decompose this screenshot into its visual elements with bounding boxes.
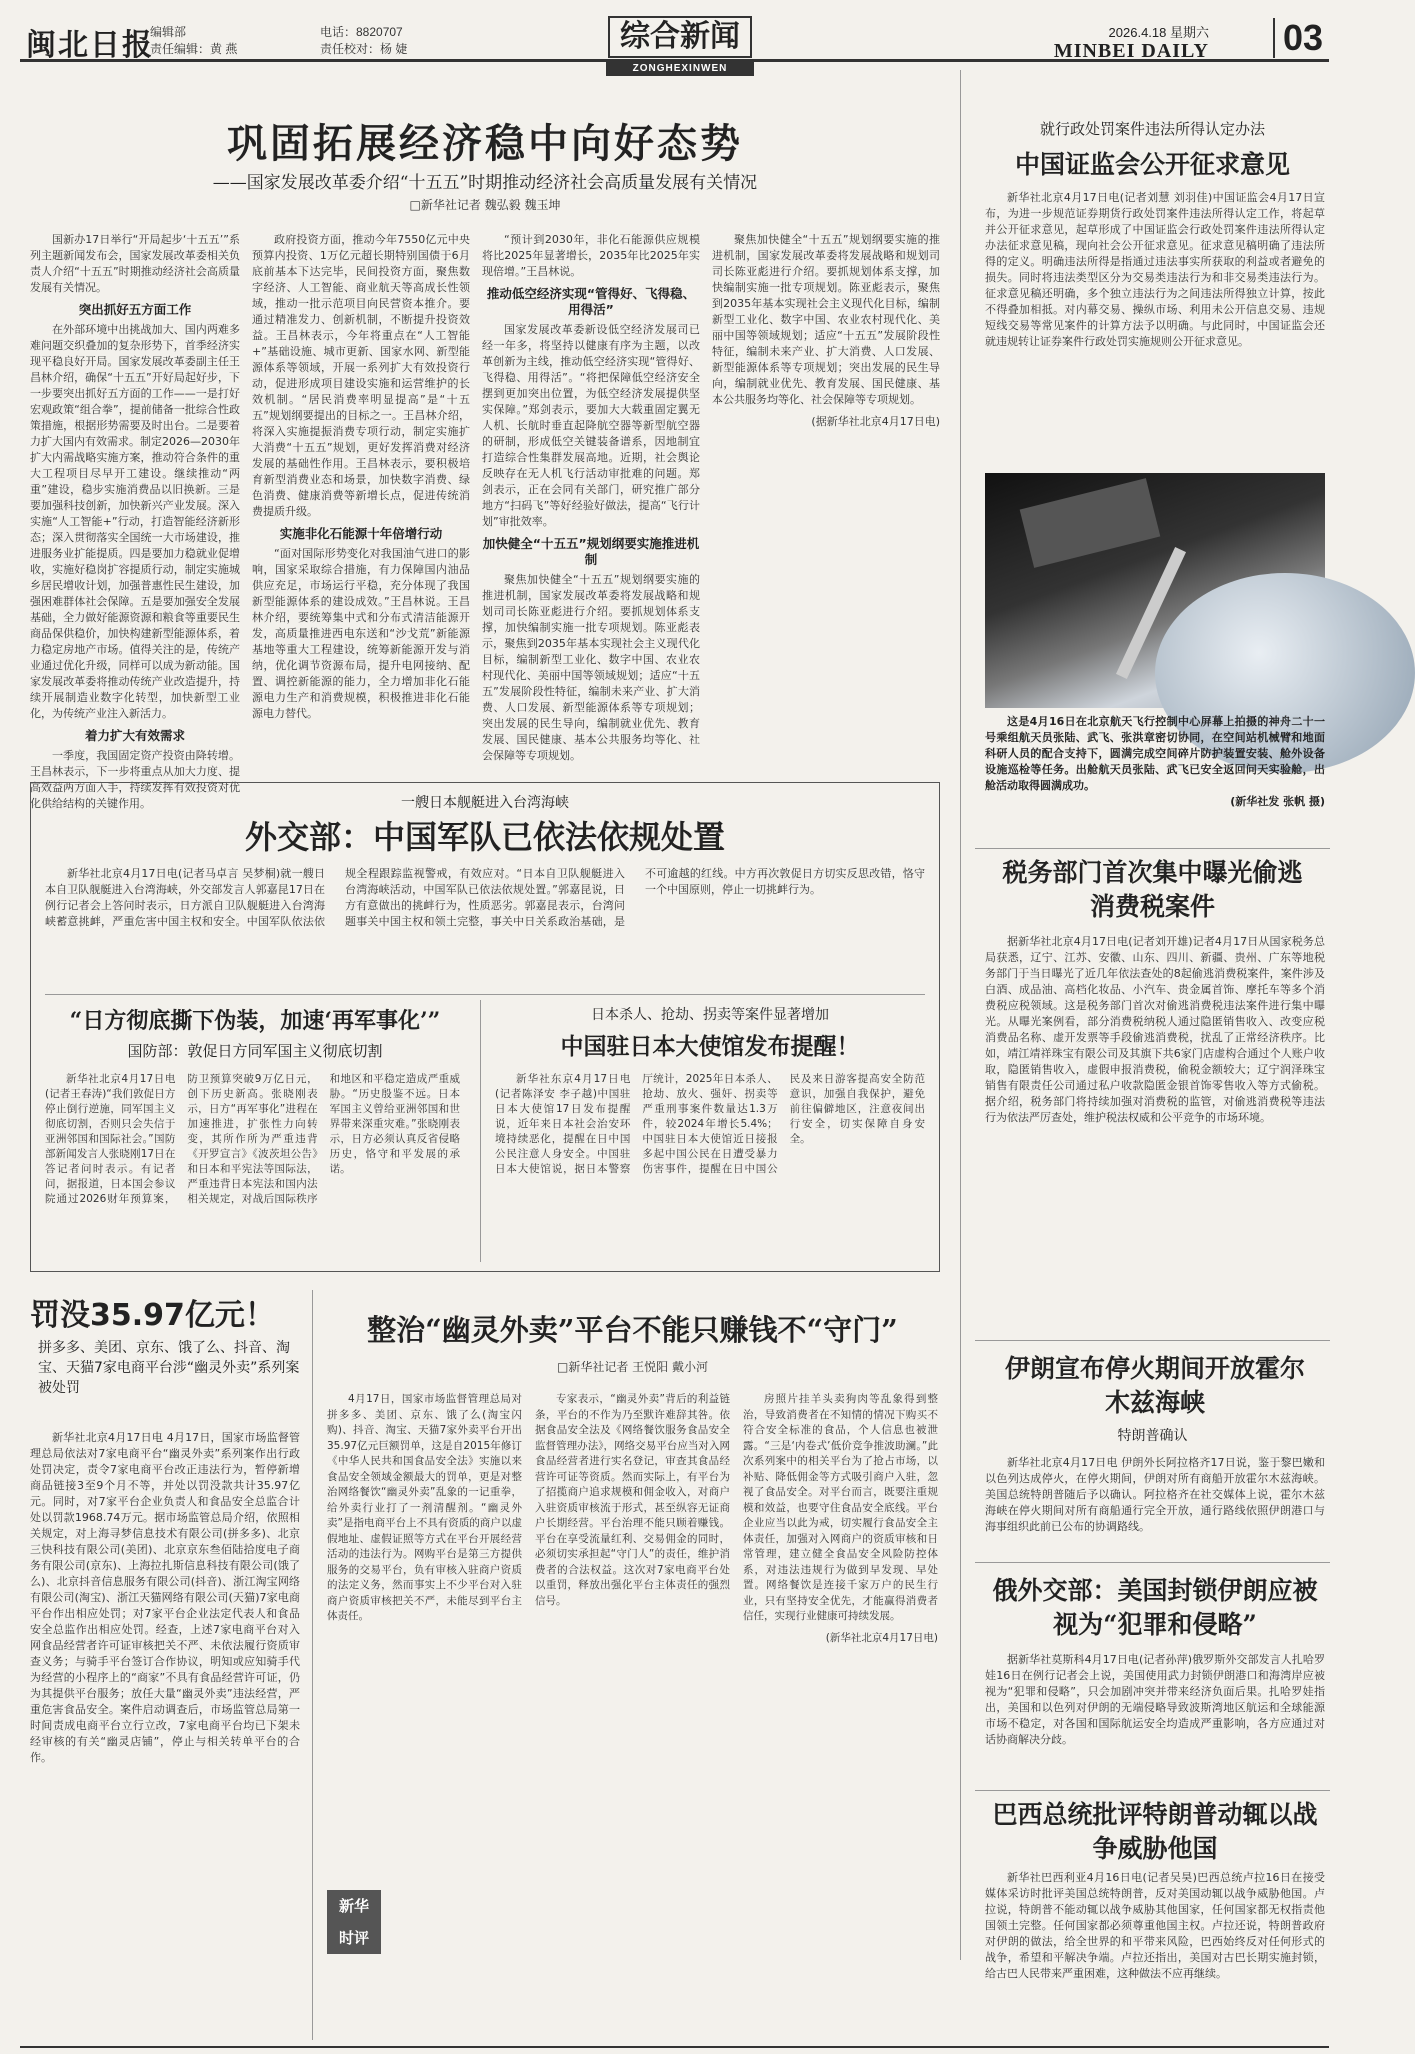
masthead bbox=[20, 17, 1329, 74]
brand-name: MINBEI DAILY bbox=[1053, 40, 1209, 62]
ghost-column-3 bbox=[743, 1392, 938, 2032]
ghost-author: □新华社记者 王悦阳 戴小河 bbox=[557, 1360, 708, 1374]
brazil-text: 新华社巴西利亚4月16日电(记者吴昊)巴西总统卢拉16日在接受媒体采访时批评美国总统特朗普，反对美国动辄以战争威胁他国。卢拉说，特朗普不能动辄以战争威胁其他国家，任何国家都无权指责他国领土完整。任何国家都必须尊重他国主权。卢拉还说，特朗普政府对伊朗的做法，给全世界的和平带来风险，巴西始终反对任何形式的战争，希望和平解决争端。卢拉还指出，美国对古巴长期实施封锁，给古巴人民带来严重困难，这种做法不应再继续。 bbox=[985, 1871, 1325, 1980]
column-divider bbox=[960, 70, 961, 1960]
column-divider bbox=[312, 1290, 313, 2040]
commentary-tag-line2: 时评 bbox=[338, 1929, 369, 1947]
ghost-column-2 bbox=[535, 1392, 730, 2032]
lead-subhead-2: 着力扩大有效需求 bbox=[84, 728, 185, 743]
section-title: 综合新闻 bbox=[608, 16, 752, 58]
csrc-title: 中国证监会公开征求意见 bbox=[1014, 150, 1290, 179]
lead-column-1 bbox=[30, 232, 240, 810]
phone-info bbox=[320, 24, 407, 58]
divider bbox=[975, 1790, 1330, 1791]
lead-column-2 bbox=[252, 232, 470, 762]
lead-para-7: 聚焦加快健全“十五五”规划纲要实施的推进机制，国家发展改革委将发展战略和规划司司长陈亚彪进行介绍。要抓规划体系支撑，加快编制实施一批专项规划。陈亚彪表示，聚焦到2035年基本实现社会主义现代化目标，编制新型工业化、数字中国、农业农村现代化、美丽中国等领域规划；适应“十五五”发展阶段性特征，编制未来产业、扩大消费、人口发展、新型能源体系等专项规划；突出发展的民生导向，编制就业优先、教育发展、国民健康、基本公共服务均等化、社会保障等专项规划。 bbox=[482, 573, 700, 762]
brazil-title: 巴西总统批评特朗普动辄以战争威胁他国 bbox=[992, 1800, 1318, 1863]
editor-name: 责任编辑：黄 燕 bbox=[150, 42, 238, 56]
lead-para-3: 政府投资方面，推动今年7550亿元中央预算内投资、1万亿元超长期特别国债于6月底前基本下达完毕，民间投资方面，聚焦数字经济、人工智能、商业航天等高成长性领域，推动一批示范项目向民营资本推介。要通过精准发力、创新机制，不断提升投资效益。王昌林表示，今年将重点在“人工智能+”基础设施、城市更新、国家水网、新型能源体系等领域，开展一系列扩大有效投资行动，促进形成项目建设实施和运营维护的长效机制。“居民消费率明显提高”是“十五五”规划纲要提出的目标之一。王昌林介绍，将深入实施提振消费专项行动，制定实施扩大消费“十五五”规划，更好发挥消费对经济发展的基础性作用。王昌林表示，要积极培育新型消费业态和场景，加快数字消费、绿色消费、健康消费等新增长点，促进传统消费提质升级。 bbox=[252, 233, 470, 518]
embassy-kicker: 日本杀人、抢劫、拐卖等案件显著增加 bbox=[591, 1007, 829, 1023]
photo-caption-text: 这是4月16日在北京航天飞行控制中心屏幕上拍摄的神舟二十一号乘组航天员张陆、武飞、张洪章密切协同，在空间站机械臂和地面科研人员的配合支持下，圆满完成空间碎片防护装置安装、舱外设备设施巡检等任务。出舱航天员张陆、武飞已安全返回问天实验舱，出舱活动取得圆满成功。 bbox=[985, 715, 1325, 792]
embassy-text: 新华社东京4月17日电(记者陈泽安 李子越)中国驻日本大使馆17日发布提醒说，近年来日本社会治安环境持续恶化，提醒在日中国公民注意人身安全。中国驻日本大使馆说，据日本警察厅统计，2025年日本杀人、抢劫、放火、强奸、拐卖等严重刑事案件数量达1.3万件，较2024年增长5.4%；中国驻日本大使馆近日接报多起中国公民在日遭受暴力伤害事件，提醒在日中国公民及来日游客提高安全防范意识，加强自我保护，避免前往偏僻地区，注意夜间出行安全，切实保障自身安全。 bbox=[495, 1073, 925, 1175]
editor-department: 编辑部 bbox=[150, 25, 187, 39]
lead-subhead-5: 加快健全“十五五”规划纲要实施推进机制 bbox=[482, 536, 700, 567]
photo-credit: (新华社发 张帆 摄) bbox=[1230, 795, 1325, 808]
ghost-credit: (新华社北京4月17日电) bbox=[825, 1631, 938, 1644]
lead-para-2: 一季度，我国固定资产投资由降转增。王昌林表示，下一步将重点从加大力度、提高效益两方面入手，持续发挥有效投资对优化供给结构的关键作用。 bbox=[30, 749, 240, 810]
lead-subhead-4: 推动低空经济实现“管得好、飞得稳、用得活” bbox=[486, 286, 696, 317]
lead-para-4: “面对国际形势变化对我国油气进口的影响，国家采取综合措施，有力保障国内油品供应充足，市场运行平稳，充分体现了我国新型能源体系的建设成效。”王昌林说。王昌林介绍，要统筹集中式和分布式清洁能源开发，高质量推进西电东送和“沙戈荒”新能源基地等重大工程建设，统筹新能源开发与消纳，优化调节资源布局，提升电网接纳、配置、调控新能源的能力，全力增加非化石能源电力生产和消费规模，积极推进非化石能源电力替代。 bbox=[252, 547, 470, 720]
ghost-text-2: 专家表示，“幽灵外卖”背后的利益链条，平台的不作为乃至默许难辞其咎。依据食品安全法及《网络餐饮服务食品安全监督管理办法》，网络交易平台应当对入网食品经营者进行实名登记，审查其食品经营许可证等资质。然而实际上，有平台为了招揽商户追求规模和佣金收入，对商户入驻资质审核流于形式，甚至纵容无证商户长期经营。平台治理不能只顾着赚钱。平台在享受流量红利、交易佣金的同时，必须切实承担起“守门人”的责任，维护消费者的合法权益。这次对7家电商平台处以重罚，释放出强化平台主体责任的强烈信号。 bbox=[535, 1393, 730, 1607]
mfa-body bbox=[45, 866, 925, 984]
ghost-title: 整治“幽灵外卖”平台不能只赚钱不“守门” bbox=[367, 1313, 898, 1347]
tax-text: 据新华社北京4月17日电(记者刘开雄)记者4月17日从国家税务总局获悉，辽宁、江苏、安徽、山东、四川、新疆、贵州、广东等地税务部门于当日曝光了近几年依法查处的8起偷逃消费税案件，案件涉及白酒、成品油、高档化妆品、小汽车、贵金属首饰、摩托车等多个消费税应税领域。这是税务部门首次对偷逃消费税违法案件进行集中曝光。从曝光案例看，部分消费税纳税人通过隐匿销售收入、改变应税消费品名称、虚开发票等手段偷逃消费税，扰乱了正常经济秩序。比如，靖江靖祥珠宝有限公司及其旗下共6家门店虚构合通过个人账户收取，隐匿销售收入，虚假申报消费税，偷税金额较大；辽宁润泽珠宝销售有限责任公司通过私户收款隐匿金银首饰零售收入等方式偷税。据介绍，税务部门将持续加强对消费税的监管，对偷逃消费税等违法行为依法严厉查处，维护税法权威和公平竞争的市场环境。 bbox=[985, 935, 1325, 1124]
embassy-body bbox=[495, 1072, 925, 1262]
csrc-body bbox=[985, 190, 1325, 460]
mfa-title: 外交部：中国军队已依法依规处置 bbox=[244, 818, 725, 856]
fine-title: 罚没35.97亿元！ bbox=[30, 1298, 275, 1333]
newspaper-logo: 闽北日报 bbox=[26, 28, 154, 63]
fine-subtitle: 拼多多、美团、京东、饿了么、抖音、淘宝、天猫7家电商平台涉“幽灵外卖”系列案被处罚 bbox=[38, 1340, 300, 1396]
divider bbox=[975, 1340, 1330, 1341]
ghost-column-1 bbox=[327, 1392, 522, 1882]
iran-subtitle: 特朗普确认 bbox=[1117, 1428, 1188, 1444]
editor-info bbox=[150, 24, 237, 58]
fine-text: 新华社北京4月17日电 4月17日，国家市场监督管理总局依法对7家电商平台“幽灵外卖”系列案作出行政处罚决定，责令7家电商平台改正违法行为，暂停新增商品链接3至9个月不等，并处以罚没款共计35.97亿元。同时，对7家平台企业负责人和食品安全总监合计处以罚款1968.74万元。据市场监管总局介绍，依照相关规定，对上海寻梦信息技术有限公司(拼多多)、北京三快科技有限公司(美团)、北京京东叁佰陆拾度电子商务有限公司(京东)、上海拉扎斯信息科技有限公司(饿了么)、北京抖音信息服务有限公司(抖音)、浙江淘宝网络有限公司(淘宝)、浙江天猫网络有限公司(天猫)7家电商平台作出相应处罚；对7家平台企业法定代表人和食品安全总监作出相应处罚。经查，上述7家电商平台对入网食品经营者许可证审核把关不严、未依法履行资质审查义务；与骑手平台签订合作协议，明知或应知骑手代为经营的小程序上的“商家”不具有食品经营许可证，仍为其提供平台服务；放任大量“幽灵外卖”违法经营，严重危害食品安全。案件启动调查后，市场监管总局第一时间责成电商平台立行立改，7家电商平台均已下架未经审核的有关“幽灵店铺”，停止与相关转单平台的合作。 bbox=[30, 1431, 300, 1764]
lead-title: 巩固拓展经济稳中向好态势 bbox=[227, 120, 743, 167]
csrc-text: 新华社北京4月17日电(记者刘慧 刘羽佳)中国证监会4月17日宣布，为进一步规范证券期货行政处罚案件违法所得认定工作，将起草并公开征求意见，起草形成了中国证监会行政处罚案件违法所得认定办法征求意见稿，现向社会公开征求意见。征求意见稿明确了违法所得的定义。明确违法所得是指通过违法事实所获取的利益或者避免的损失。同时将违法类型区分为交易类违法行为和非交易类违法行为。征求意见稿还明确，多个独立违法行为之间违法所得独立计算，按此不得叠加相抵。对内幕交易、操纵市场、利用未公开信息交易、违规短线交易等常见案件的计算方法予以明确。与此同时，中国证监会还就违规转让证券案件行政处罚实施规则公开征求意见。 bbox=[985, 191, 1325, 348]
page-number: 03 bbox=[1273, 18, 1323, 58]
mod-title: “日方彻底撕下伪装，加速‘再军事化’” bbox=[69, 1008, 441, 1034]
lead-para-6: 国家发展改革委新设低空经济发展司已经一年多，将坚持以健康有序为主题，以改革创新为主线，推动低空经济实现“管得好、飞得稳、用得活”。“将把保障低空经济安全摆到更加突出位置，为低空经济发展提供坚实保障。”郑剑表示，要加大大载重固定翼无人机、长航时垂直起降航空器等新型航空器的研制，形成低空关键装备谱系，因地制宜打造综合性集群发展高地。近期，社会舆论反映存在无人机飞行活动审批难的问题。郑剑表示，正在会同有关部门，研究推广部分地方“扫码飞”等好经验好做法，提高“飞行计划”审批效率。 bbox=[482, 323, 700, 528]
mod-subtitle: 国防部：敦促日方同军国主义彻底切割 bbox=[127, 1042, 383, 1060]
lead-para-5: “预计到2030年，非化石能源供应规模将比2025年显著增长，2035年比2025年实现倍增。”王昌林说。 bbox=[482, 233, 700, 278]
lead-subhead-3: 实施非化石能源十年倍增行动 bbox=[279, 526, 443, 541]
lead-subtitle: ——国家发展改革委介绍“十五五”时期推动经济社会高质量发展有关情况 bbox=[212, 173, 758, 193]
commentary-tag-line1: 新华 bbox=[338, 1897, 369, 1915]
lead-para-7b: 聚焦加快健全“十五五”规划纲要实施的推进机制，国家发展改革委将发展战略和规划司司长陈亚彪进行介绍。要抓规划体系支撑，加快编制实施一批专项规划。陈亚彪表示，聚焦到2035年基本实现社会主义现代化目标，编制新型工业化、数字中国、农业农村现代化、美丽中国等领域规划；适应“十五五”发展阶段性特征，编制未来产业、扩大消费、人口发展、新型能源体系等专项规划；突出发展的民生导向，编制就业优先、教育发展、国民健康、基本公共服务均等化、社会保障等专项规划。 bbox=[712, 233, 940, 406]
mfa-kicker: 一艘日本舰艇进入台湾海峡 bbox=[401, 795, 569, 811]
page-bottom-rule bbox=[20, 2046, 1329, 2048]
iran-title: 伊朗宣布停火期间开放霍尔木兹海峡 bbox=[1005, 1354, 1306, 1417]
brazil-body bbox=[985, 1870, 1325, 2040]
spacewalk-photo bbox=[985, 473, 1325, 708]
photo-caption bbox=[985, 714, 1325, 844]
lead-para-1: 在外部环境中出挑战加大、国内两难多难问题交织叠加的复杂形势下，首季经济实现平稳良好开局。国家发展改革委副主任王昌林介绍，确保“十五五”开好局起好步，下一步要突出抓好五方面的工作——一是打好宏观政策“组合拳”，提前储备一批综合性政策措施，根据形势需要及时出台。二是要着力扩大国内有效需求。制定2026—2030年扩大内需战略实施方案，推动符合条件的重大工程项目尽早开工建设。继续推动“两重”建设，稳步实施消费品以旧换新。三是要加强科技创新，加快新兴产业发展。深入实施“人工智能+”行动，打造智能经济新形态；深入贯彻落实全国统一大市场建设，推进服务业扩能提质。四是要加力稳就业促增收，实施好稳岗扩容提质行动，制定实施城乡居民增收计划，加强普惠性民生建设，加强困难群体社会保障。五是要加强安全发展基础，全力做好能源资源和粮食等重要民生商品保供稳价，加快构建新型能源体系，着力稳定房地产市场。值得关注的是，传统产业通过优化升级，同样可以成为新动能。国家发展改革委将推动传统产业改造提升，持续开展制造业数字化转型，加快新型工业化，为传统产业注入新活力。 bbox=[30, 323, 240, 720]
fine-body bbox=[30, 1430, 300, 2040]
ghost-text-3: 房照片挂羊头卖狗肉等乱象得到整治，导致消费者在不知情的情况下购买不符合安全标准的食品，个人信息也被泄露。“三是‘内卷式’低价竞争推波助澜。”此次系列案中的相关平台为了抢占市场，以补贴、降低佣金等方式吸引商户入驻，忽视了食品安全。对平台而言，既要注重规模和效益，也要守住食品安全底线。平台企业应当以此为戒，切实履行食品安全主体责任，加强对入网商户的资质审核和日常管理，建立健全食品安全风险防控体系，对违法违规行为做到早发现、早处置。网络餐饮是连接千家万户的民生行业，只有坚持安全优先，才能赢得消费者信任，实现行业健康可持续发展。 bbox=[743, 1393, 938, 1622]
divider bbox=[975, 848, 1330, 849]
proofreader: 责任校对：杨 婕 bbox=[320, 42, 408, 56]
commentary-tag bbox=[327, 1890, 381, 1954]
tax-title: 税务部门首次集中曝光偷逃消费税案件 bbox=[1002, 858, 1303, 921]
russia-text: 据新华社莫斯科4月17日电(记者孙萍)俄罗斯外交部发言人扎哈罗娃16日在例行记者会上说，美国使用武力封锁伊朗港口和海湾岸应被视为“犯罪和侵略”，只会加剧冲突并带来经济负面后果。扎哈罗娃指出，美国和以色列对伊朗的无端侵略导致波斯湾地区航运和全球能源市场不稳定，对各国和国际航运安全均造成严重影响，各方应通过对话协商解决分歧。 bbox=[985, 1653, 1325, 1746]
iran-text: 新华社北京4月17日电 伊朗外长阿拉格齐17日说，鉴于黎巴嫩和以色列达成停火，在停火期间，伊朗对所有商船开放霍尔木兹海峡。美国总统特朗普随后予以确认。阿拉格齐在社交媒体上说，霍尔木兹海峡在停火期间对所有商船通行完全开放，通行路线依照伊朗港口与海事组织此前已公布的协调路线。 bbox=[985, 1456, 1325, 1533]
mod-body bbox=[45, 1072, 460, 1262]
column-divider bbox=[480, 1000, 481, 1262]
mod-text: 新华社北京4月17日电(记者王春涛)“我们敦促日方停止倒行逆施，同军国主义彻底切割，否则只会失信于亚洲邻国和国际社会。”国防部新闻发言人张晓刚17日在答记者问时表示。有记者问，据报道，日本国会参议院通过2026财年预算案，防卫预算突破9万亿日元，创下历史新高。张晓刚表示，日方“再军事化”进程在加速推进，扩张性力向转变，其所作所为严重违背《开罗宣言》《波茨坦公告》和日本和平宪法等国际法，严重违背日本宪法和国内法相关规定，对战后国际秩序和地区和平稳定造成严重威胁。“历史殷鉴不远。日本军国主义曾给亚洲邻国和世界带来深重灾难。”张晓刚表示，日方必须认真反省侵略历史，恪守和平发展的承诺。 bbox=[45, 1073, 460, 1205]
russia-title: 俄外交部：美国封锁伊朗应被视为“犯罪和侵略” bbox=[992, 1576, 1318, 1639]
lead-subhead-1: 突出抓好五方面工作 bbox=[78, 302, 192, 317]
lead-intro: 国新办17日举行“开局起步‘十五五’”系列主题新闻发布会，国家发展改革委相关负责人介绍“十五五”时期推动经济社会高质量发展有关情况。 bbox=[30, 233, 240, 294]
embassy-title: 中国驻日本大使馆发布提醒！ bbox=[560, 1033, 860, 1060]
section-pinyin: ZONGHEXINWEN bbox=[606, 62, 754, 76]
lead-column-3 bbox=[482, 232, 700, 762]
lead-column-4 bbox=[712, 232, 940, 772]
csrc-kicker: 就行政处罚案件违法所得认定办法 bbox=[1039, 120, 1265, 138]
lead-credit: (据新华社北京4月17日电) bbox=[811, 415, 940, 428]
ghost-text-1: 4月17日，国家市场监督管理总局对拼多多、美团、京东、饿了么(淘宝闪购)、抖音、淘宝、天猫7家外卖平台开出35.97亿元巨额罚单，这是自2015年修订《中华人民共和国食品安全法》实施以来食品安全领域金额最大的罚单，更是对整治网络餐饮“幽灵外卖”乱象的一记重拳，给外卖行业打了一剂清醒剂。“幽灵外卖”是指电商平台上不具有资质的商户以虚假地址、虚假证照等方式在平台开展经营活动的违法行为。网购平台是第三方提供服务的交易平台，负有审核入驻商户资质的法定义务，然而事实上不少平台对入驻商户资质审核把关不严，未能尽到平台主体责任。 bbox=[327, 1393, 522, 1622]
mfa-text: 新华社北京4月17日电(记者马卓言 吴梦桐)就一艘日本自卫队舰艇进入台湾海峡，外交部发言人郭嘉昆17日在例行记者会上答问时表示，日方派自卫队舰艇进入台湾海峡蓄意挑衅，严重危害中国主权和安全。中国军队依法依规全程跟踪监视警戒，有效应对。“日本自卫队舰艇进入台湾海峡活动，中国军队已依法依规处置。”郭嘉昆说，日方有意做出的挑衅行为，性质恶劣。郭嘉昆表示，台湾问题事关中国主权和领土完整，事关中日关系政治基础，是不可逾越的红线。中方再次敦促日方切实反思改错，恪守一个中国原则，停止一切挑衅行为。 bbox=[45, 867, 925, 928]
lead-author: □新华社记者 魏弘毅 魏玉坤 bbox=[409, 198, 561, 212]
divider bbox=[975, 1562, 1330, 1563]
tax-body bbox=[985, 934, 1325, 1334]
phone-number: 电话：8820707 bbox=[320, 25, 403, 39]
issue-date: 2026.4.18 星期六 bbox=[1108, 25, 1209, 40]
solar-panel-shape bbox=[1020, 478, 1161, 568]
russia-body bbox=[985, 1652, 1325, 1782]
divider bbox=[45, 994, 925, 995]
